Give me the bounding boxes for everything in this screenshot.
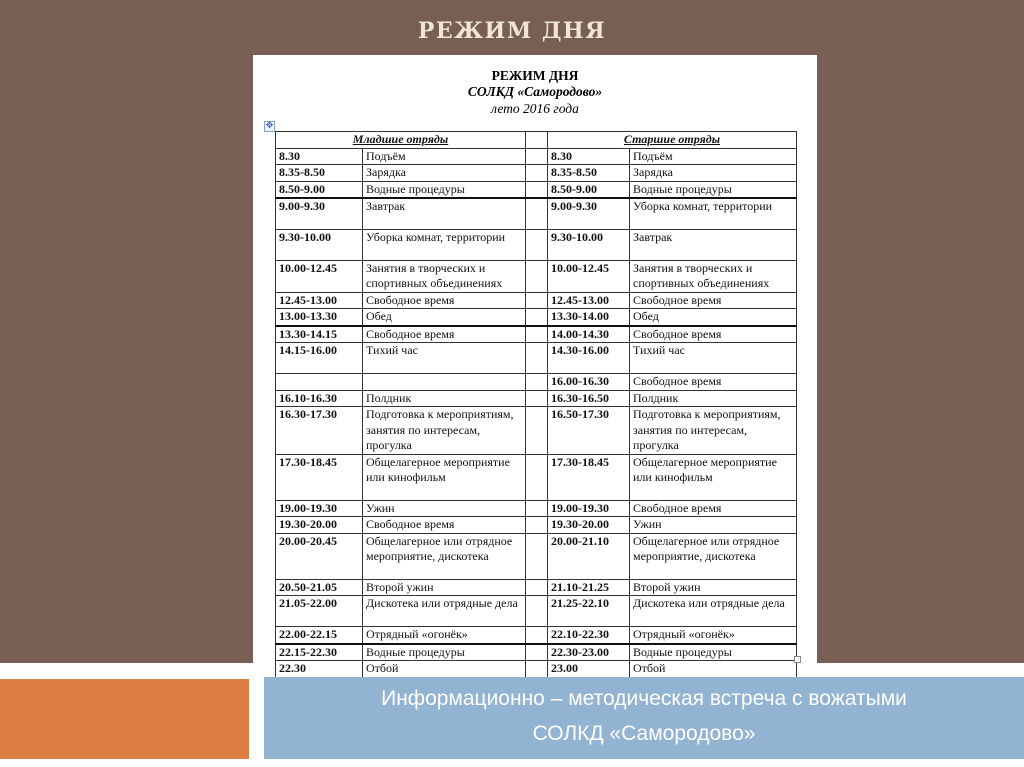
column-gap bbox=[526, 132, 548, 149]
senior-time-cell: 13.30-14.00 bbox=[548, 309, 630, 326]
table-row bbox=[276, 260, 797, 292]
junior-activity-cell: Свободное время bbox=[363, 326, 526, 343]
schedule-document bbox=[253, 55, 817, 675]
schedule-table bbox=[275, 131, 797, 678]
junior-activity-cell: Свободное время bbox=[363, 292, 526, 309]
table-row bbox=[276, 533, 797, 579]
column-gap bbox=[526, 500, 548, 517]
column-gap bbox=[526, 517, 548, 534]
junior-time-cell: 8.30 bbox=[276, 148, 363, 165]
junior-activity-cell: Уборка комнат, территории bbox=[363, 229, 526, 260]
senior-activity-cell: Общелагерное мероприятие или кинофильм bbox=[630, 454, 797, 500]
column-gap bbox=[526, 343, 548, 374]
column-gap bbox=[526, 229, 548, 260]
table-header-row bbox=[276, 132, 797, 149]
table-row bbox=[276, 309, 797, 326]
senior-activity-cell: Полдник bbox=[630, 390, 797, 407]
junior-activity-cell: Общелагерное мероприятие или кинофильм bbox=[363, 454, 526, 500]
table-row bbox=[276, 661, 797, 678]
senior-activity-cell: Ужин bbox=[630, 517, 797, 534]
senior-time-cell: 16.50-17.30 bbox=[548, 407, 630, 455]
senior-activity-cell: Зарядка bbox=[630, 165, 797, 182]
document-subtitle: СОЛКД «Самородово» bbox=[467, 84, 603, 99]
senior-activity-cell: Свободное время bbox=[630, 292, 797, 309]
senior-activity-cell: Подъём bbox=[630, 148, 797, 165]
column-gap bbox=[526, 627, 548, 644]
junior-time-cell: 14.15-16.00 bbox=[276, 343, 363, 374]
junior-activity-cell: Завтрак bbox=[363, 198, 526, 229]
senior-time-cell: 19.30-20.00 bbox=[548, 517, 630, 534]
senior-activity-cell: Подготовка к мероприятиям, занятия по интересам, прогулка bbox=[630, 407, 797, 455]
junior-activity-cell: Ужин bbox=[363, 500, 526, 517]
column-gap bbox=[526, 374, 548, 391]
junior-time-cell: 20.50-21.05 bbox=[276, 579, 363, 596]
table-row bbox=[276, 596, 797, 627]
column-gap bbox=[526, 407, 548, 455]
junior-time-cell: 9.00-9.30 bbox=[276, 198, 363, 229]
table-row bbox=[276, 326, 797, 343]
table-row bbox=[276, 627, 797, 644]
senior-activity-cell: Второй ужин bbox=[630, 579, 797, 596]
junior-activity-cell: Водные процедуры bbox=[363, 644, 526, 661]
table-row bbox=[276, 500, 797, 517]
table-row bbox=[276, 407, 797, 455]
senior-activity-cell: Водные процедуры bbox=[630, 644, 797, 661]
senior-time-cell: 17.30-18.45 bbox=[548, 454, 630, 500]
senior-activity-cell: Свободное время bbox=[630, 500, 797, 517]
junior-activity-cell bbox=[363, 374, 526, 391]
junior-activity-cell: Дискотека или отрядные дела bbox=[363, 596, 526, 627]
table-move-handle-icon[interactable]: ✥ bbox=[265, 121, 274, 131]
column-gap bbox=[526, 454, 548, 500]
document-header bbox=[253, 67, 817, 117]
junior-time-cell: 13.00-13.30 bbox=[276, 309, 363, 326]
junior-time-cell: 17.30-18.45 bbox=[276, 454, 363, 500]
senior-time-cell: 23.00 bbox=[548, 661, 630, 678]
column-gap bbox=[526, 260, 548, 292]
column-gap bbox=[526, 596, 548, 627]
document-title: РЕЖИМ ДНЯ bbox=[491, 68, 579, 83]
table-row bbox=[276, 165, 797, 182]
senior-time-cell: 21.10-21.25 bbox=[548, 579, 630, 596]
senior-time-cell: 12.45-13.00 bbox=[548, 292, 630, 309]
table-row bbox=[276, 343, 797, 374]
senior-time-cell: 16.00-16.30 bbox=[548, 374, 630, 391]
senior-time-cell: 22.30-23.00 bbox=[548, 644, 630, 661]
column-gap bbox=[526, 165, 548, 182]
senior-time-cell: 8.35-8.50 bbox=[548, 165, 630, 182]
junior-activity-cell: Полдник bbox=[363, 390, 526, 407]
junior-header: Младшие отряды bbox=[276, 132, 526, 149]
junior-time-cell: 21.05-22.00 bbox=[276, 596, 363, 627]
junior-activity-cell: Зарядка bbox=[363, 165, 526, 182]
junior-activity-cell: Обед bbox=[363, 309, 526, 326]
junior-activity-cell: Свободное время bbox=[363, 517, 526, 534]
senior-time-cell: 14.30-16.00 bbox=[548, 343, 630, 374]
senior-time-cell: 21.25-22.10 bbox=[548, 596, 630, 627]
footer-line-1: Информационно – методическая встреча с вожатыми bbox=[381, 687, 907, 710]
senior-activity-cell: Свободное время bbox=[630, 326, 797, 343]
junior-time-cell: 8.50-9.00 bbox=[276, 181, 363, 198]
senior-time-cell: 22.10-22.30 bbox=[548, 627, 630, 644]
junior-time-cell: 13.30-14.15 bbox=[276, 326, 363, 343]
table-row bbox=[276, 579, 797, 596]
junior-time-cell: 20.00-20.45 bbox=[276, 533, 363, 579]
table-row bbox=[276, 292, 797, 309]
junior-activity-cell: Подготовка к мероприятиям, занятия по интересам, прогулка bbox=[363, 407, 526, 455]
junior-time-cell: 19.30-20.00 bbox=[276, 517, 363, 534]
footer-accent-block bbox=[0, 679, 249, 759]
junior-activity-cell: Водные процедуры bbox=[363, 181, 526, 198]
senior-activity-cell: Общелагерное или отрядное мероприятие, дискотека bbox=[630, 533, 797, 579]
senior-activity-cell: Отрядный «огонёк» bbox=[630, 627, 797, 644]
column-gap bbox=[526, 644, 548, 661]
footer-banner bbox=[264, 677, 1024, 759]
column-gap bbox=[526, 309, 548, 326]
senior-activity-cell: Завтрак bbox=[630, 229, 797, 260]
senior-activity-cell: Тихий час bbox=[630, 343, 797, 374]
junior-activity-cell: Отрядный «огонёк» bbox=[363, 627, 526, 644]
table-row bbox=[276, 374, 797, 391]
senior-time-cell: 10.00-12.45 bbox=[548, 260, 630, 292]
senior-time-cell: 8.50-9.00 bbox=[548, 181, 630, 198]
table-row bbox=[276, 517, 797, 534]
junior-activity-cell: Подъём bbox=[363, 148, 526, 165]
senior-time-cell: 14.00-14.30 bbox=[548, 326, 630, 343]
column-gap bbox=[526, 579, 548, 596]
junior-activity-cell: Отбой bbox=[363, 661, 526, 678]
column-gap bbox=[526, 181, 548, 198]
junior-activity-cell: Общелагерное или отрядное мероприятие, дискотека bbox=[363, 533, 526, 579]
column-gap bbox=[526, 326, 548, 343]
senior-activity-cell: Обед bbox=[630, 309, 797, 326]
junior-time-cell bbox=[276, 374, 363, 391]
column-gap bbox=[526, 292, 548, 309]
column-gap bbox=[526, 148, 548, 165]
senior-time-cell: 20.00-21.10 bbox=[548, 533, 630, 579]
table-row bbox=[276, 181, 797, 198]
table-row bbox=[276, 644, 797, 661]
column-gap bbox=[526, 198, 548, 229]
junior-activity-cell: Тихий час bbox=[363, 343, 526, 374]
junior-time-cell: 16.30-17.30 bbox=[276, 407, 363, 455]
table-row bbox=[276, 198, 797, 229]
senior-time-cell: 9.00-9.30 bbox=[548, 198, 630, 229]
junior-time-cell: 9.30-10.00 bbox=[276, 229, 363, 260]
senior-activity-cell: Уборка комнат, территории bbox=[630, 198, 797, 229]
table-row bbox=[276, 229, 797, 260]
document-season: лето 2016 года bbox=[491, 101, 579, 116]
junior-time-cell: 22.15-22.30 bbox=[276, 644, 363, 661]
senior-time-cell: 19.00-19.30 bbox=[548, 500, 630, 517]
table-resize-handle[interactable] bbox=[794, 656, 801, 663]
junior-activity-cell: Второй ужин bbox=[363, 579, 526, 596]
junior-time-cell: 10.00-12.45 bbox=[276, 260, 363, 292]
slide-title: РЕЖИМ ДНЯ bbox=[417, 18, 607, 44]
senior-activity-cell: Свободное время bbox=[630, 374, 797, 391]
table-row bbox=[276, 390, 797, 407]
junior-time-cell: 22.30 bbox=[276, 661, 363, 678]
junior-time-cell: 12.45-13.00 bbox=[276, 292, 363, 309]
senior-activity-cell: Дискотека или отрядные дела bbox=[630, 596, 797, 627]
column-gap bbox=[526, 661, 548, 678]
footer-line-2: СОЛКД «Самородово» bbox=[532, 722, 756, 745]
column-gap bbox=[526, 390, 548, 407]
junior-time-cell: 8.35-8.50 bbox=[276, 165, 363, 182]
senior-time-cell: 8.30 bbox=[548, 148, 630, 165]
senior-time-cell: 9.30-10.00 bbox=[548, 229, 630, 260]
table-row bbox=[276, 454, 797, 500]
junior-time-cell: 22.00-22.15 bbox=[276, 627, 363, 644]
junior-activity-cell: Занятия в творческих и спортивных объединениях bbox=[363, 260, 526, 292]
junior-time-cell: 19.00-19.30 bbox=[276, 500, 363, 517]
senior-header: Старшие отряды bbox=[548, 132, 797, 149]
column-gap bbox=[526, 533, 548, 579]
table-row bbox=[276, 148, 797, 165]
junior-time-cell: 16.10-16.30 bbox=[276, 390, 363, 407]
senior-activity-cell: Отбой bbox=[630, 661, 797, 678]
senior-activity-cell: Занятия в творческих и спортивных объединениях bbox=[630, 260, 797, 292]
senior-activity-cell: Водные процедуры bbox=[630, 181, 797, 198]
senior-time-cell: 16.30-16.50 bbox=[548, 390, 630, 407]
